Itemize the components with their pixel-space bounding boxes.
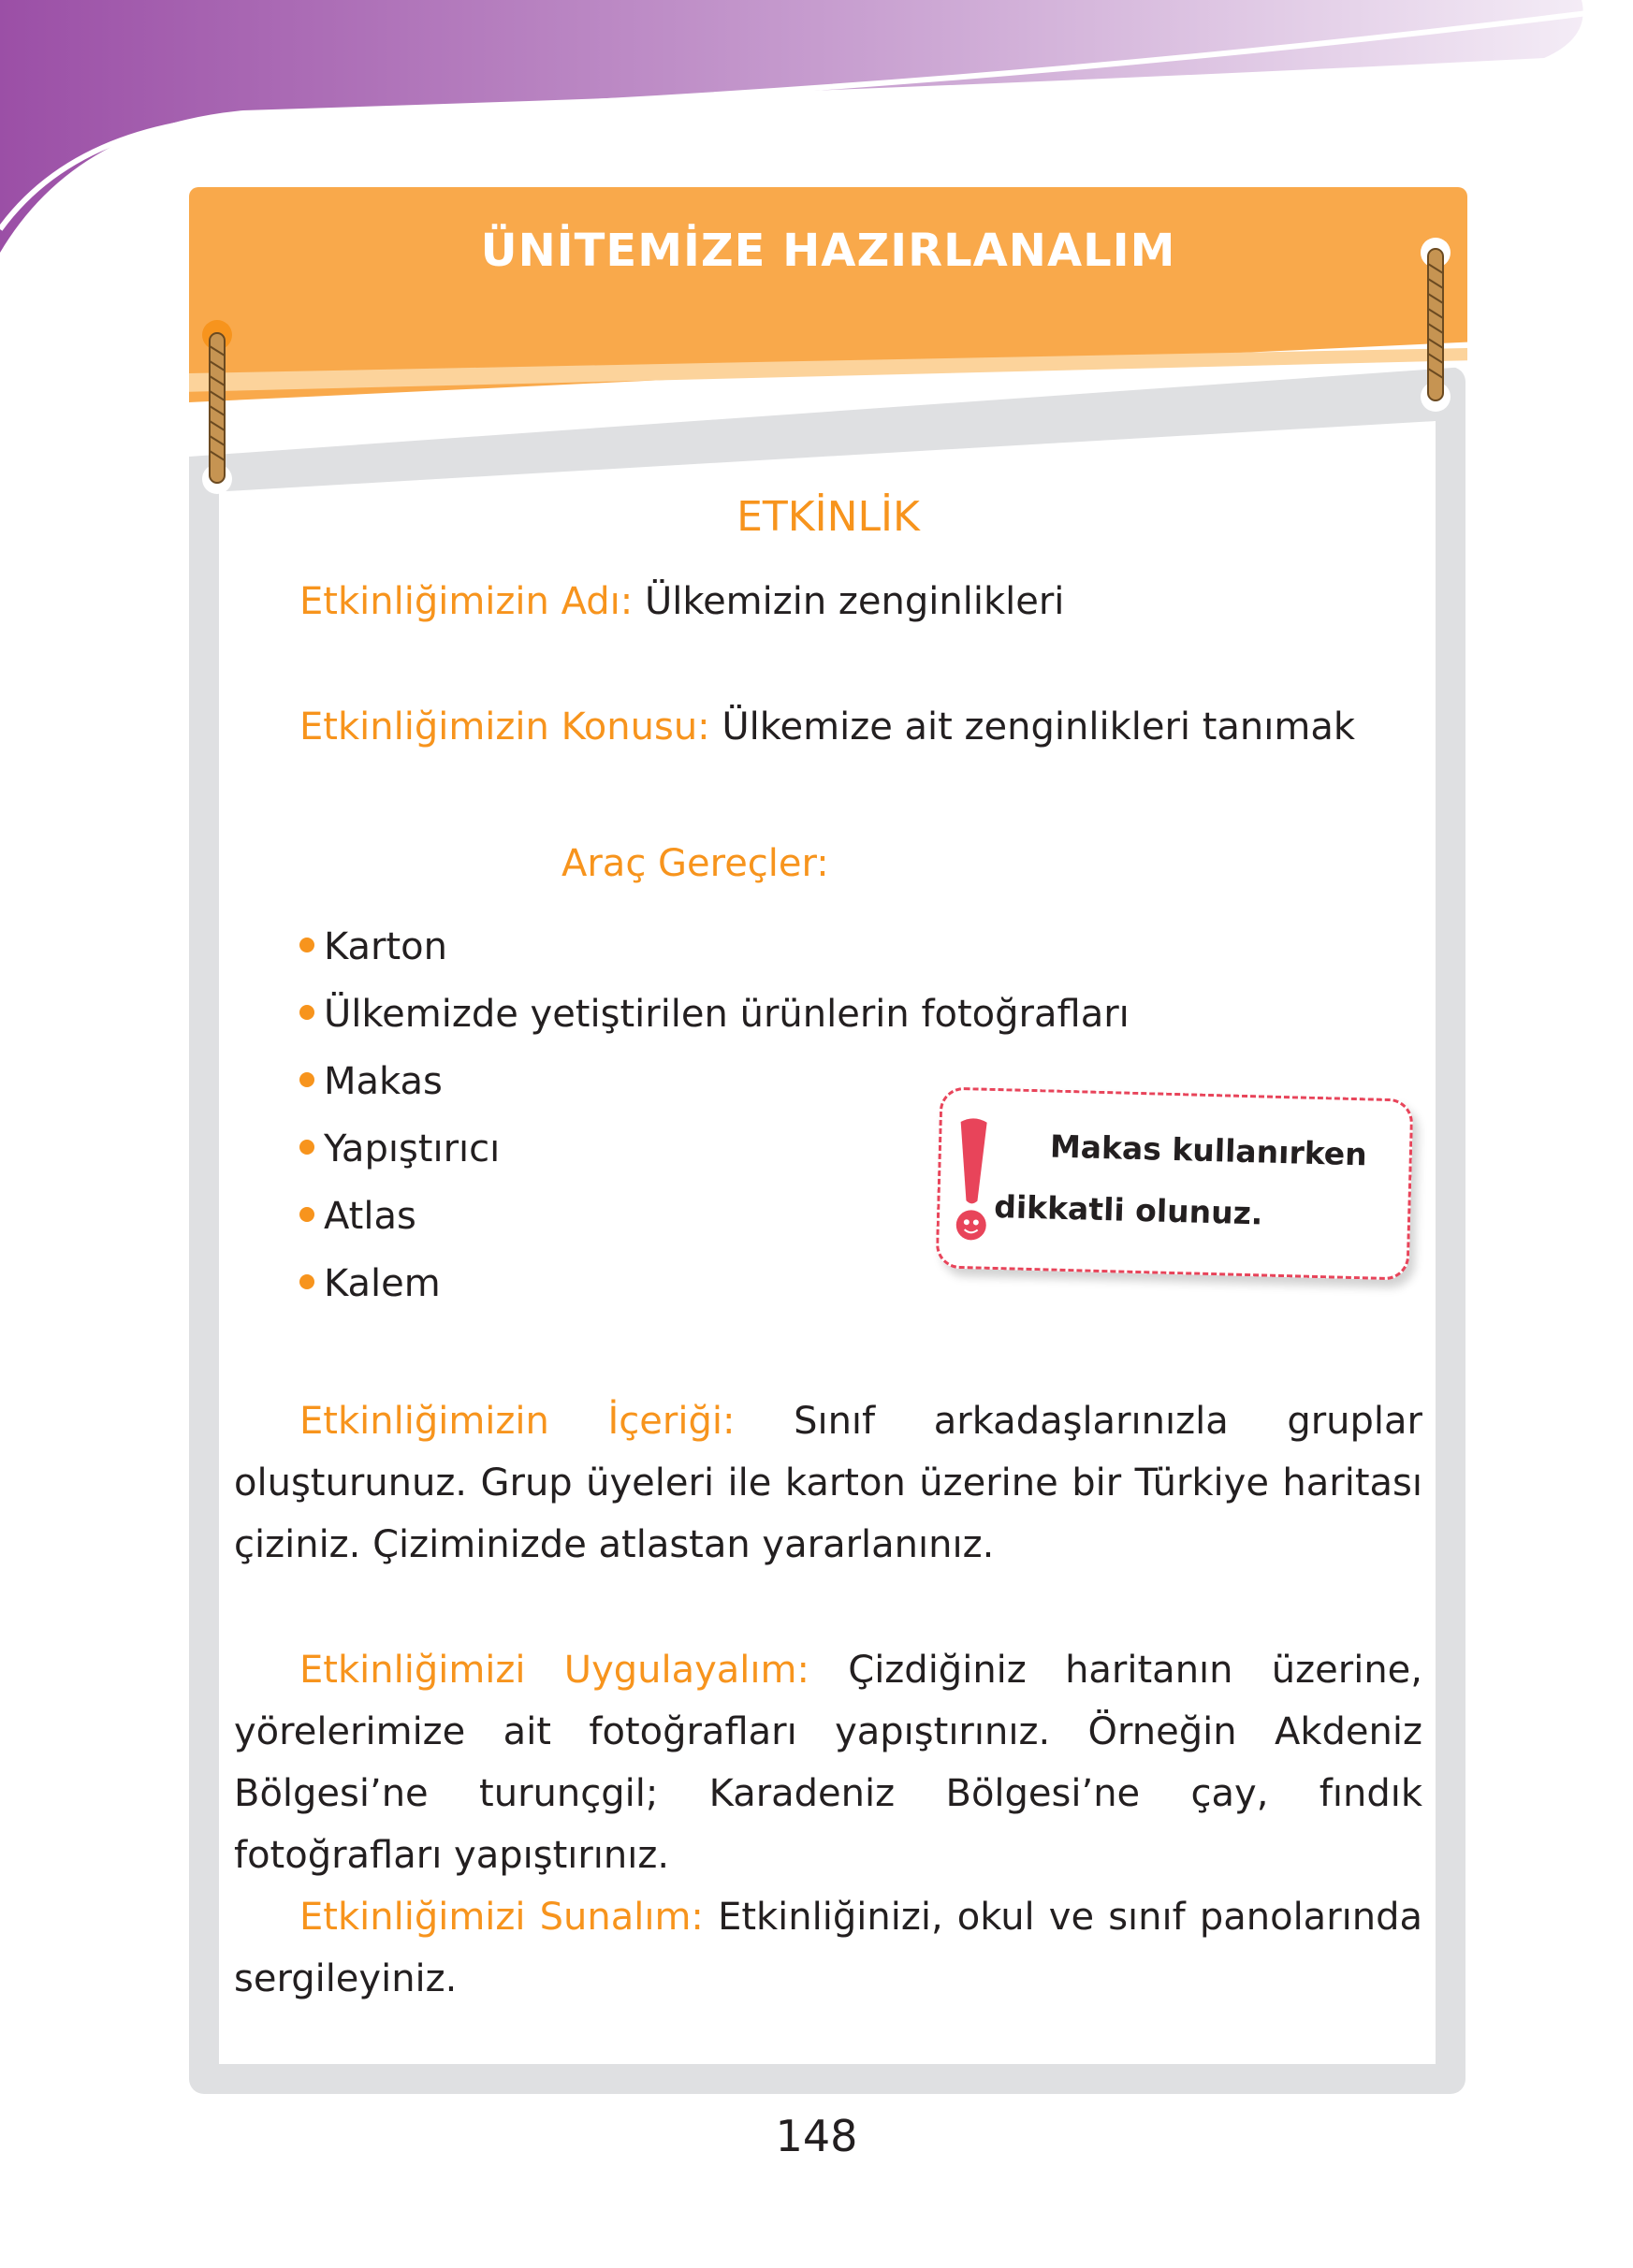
activity-present-text: Etkinliğinizi, okul ve sınıf panolarında sergileyiniz. bbox=[234, 1896, 1423, 2000]
warning-text-line1: Makas kullanırken bbox=[1049, 1127, 1368, 1173]
activity-heading: ETKİNLİK bbox=[736, 493, 920, 541]
exclamation-icon bbox=[948, 1114, 997, 1246]
activity-present-paragraph bbox=[234, 1886, 1422, 2010]
warning-note bbox=[936, 1086, 1414, 1280]
bullet-icon bbox=[299, 1140, 314, 1155]
activity-name-row bbox=[299, 571, 1064, 632]
warning-text-line2: dikkatli olunuz. bbox=[993, 1187, 1263, 1232]
bullet-icon bbox=[299, 1207, 314, 1222]
activity-apply-label: Etkinliğimizi Uygulayalım: bbox=[299, 1649, 809, 1692]
activity-content-text: Sınıf arkadaşlarınızla gruplar oluşturunuz. Grup üyeleri ile karton üzerine bir Türkiye haritası çiziniz. Çiziminizde atlastan yararlanınız. bbox=[234, 1400, 1422, 1566]
activity-topic-row bbox=[299, 696, 1355, 758]
activity-content-label: Etkinliğimizin İçeriği: bbox=[299, 1400, 736, 1443]
bullet-icon bbox=[299, 938, 314, 952]
rope-right-icon bbox=[1415, 236, 1456, 414]
activity-topic-value: Ülkemize ait zenginlikleri tanımak bbox=[722, 705, 1356, 749]
activity-topic-label: Etkinliğimizin Konusu: bbox=[299, 705, 710, 749]
materials-heading: Araç Gereçler: bbox=[561, 842, 829, 885]
rope-left-icon bbox=[197, 318, 238, 496]
list-item: Kalem bbox=[299, 1250, 1130, 1317]
activity-present-label: Etkinliğimizi Sunalım: bbox=[299, 1896, 704, 1939]
bullet-icon bbox=[299, 1274, 314, 1289]
list-item: Ülkemizde yetiştirilen ürünlerin fotoğrafları bbox=[299, 981, 1130, 1048]
activity-apply-text: Çizdiğiniz haritanın üzerine, yörelerimize ait fotoğrafları yapıştırınız. Örneğin Akdeniz Bölgesi’ne turunçgil; Karadeniz Bölgesi’ne çay, fındık fotoğrafları yapıştırınız. bbox=[234, 1649, 1422, 1877]
activity-name-label: Etkinliğimizin Adı: bbox=[299, 580, 634, 623]
list-item: Yapıştırıcı bbox=[299, 1115, 1130, 1183]
banner-title: ÜNİTEMİZE HAZIRLANALIM bbox=[480, 225, 1176, 277]
list-item: Makas bbox=[299, 1048, 1130, 1115]
list-item: Atlas bbox=[299, 1183, 1130, 1250]
bullet-icon bbox=[299, 1072, 314, 1087]
bullet-icon bbox=[299, 1005, 314, 1020]
activity-name-value: Ülkemizin zenginlikleri bbox=[644, 580, 1065, 623]
activity-apply-paragraph bbox=[234, 1639, 1422, 1886]
activity-content-paragraph bbox=[234, 1390, 1422, 1576]
page-number: 148 bbox=[775, 2111, 858, 2161]
list-item: Karton bbox=[299, 913, 1130, 981]
